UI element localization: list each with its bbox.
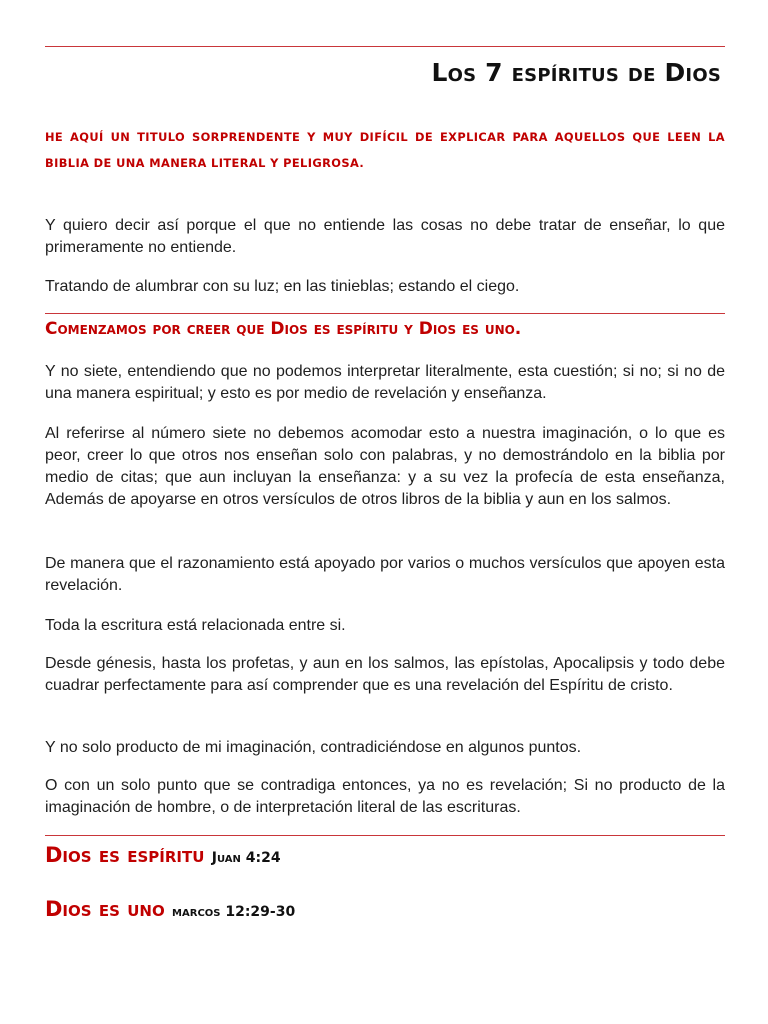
section-rule [45,313,725,314]
section-paragraph-5: Desde génesis, hasta los profetas, y aun en los salmos, las epístolas, Apocalipsis y todo debe cuadrar perfectamente para así comprender que es una revelación del Espíritu de cristo. [45,655,725,694]
heading-god-is-spirit [45,843,281,867]
section-paragraph-4: Toda la escritura está relacionada entre si. [45,617,346,634]
section-paragraph-1: Y no siete, entendiendo que no podemos interpretar literalmente, esta cuestión; si no; si no de una manera espiritual; y esto es por medio de revelación y enseñanza. [45,363,725,402]
subtitle: HE AQUÍ UN TITULO SORPRENDENTE Y MUY DIFÍCIL DE EXPLICAR PARA AQUELLOS QUE LEEN LA BIBLIA DE UNA MANERA LITERAL Y PELIGROSA. [45,130,725,170]
top-rule [45,46,725,47]
section-paragraph-2: Al referirse al número siete no debemos acomodar esto a nuestra imaginación, o lo que es peor, creer lo que otros nos enseñan solo con palabras, y no demostrándolo en la biblia por medio de citas; que aun incluyan la enseñanza: y a su vez la profecía de esta enseñanza, Además de apoyarse en otros versículos de otros libros de la biblia y aun en los salmos. [45,425,725,508]
page-title: Los 7 espíritus de Dios [431,58,721,87]
reference-marcos: marcos 12:29-30 [172,904,296,920]
section-paragraph-7: O con un solo punto que se contradiga entonces, ya no es revelación; Si no producto de la imaginación de hombre, o de interpretación literal de las escrituras. [45,777,725,816]
bottom-rule [45,835,725,836]
section-paragraph-3: De manera que el razonamiento está apoyado por varios o muchos versículos que apoyen esta revelación. [45,555,725,594]
section-heading: Comenzamos por creer que Dios es espíritu y Dios es uno. [45,319,522,339]
heading-god-is-one [45,897,295,921]
heading-god-is-spirit-text: Dios es espíritu [45,843,205,867]
intro-paragraph-2: Tratando de alumbrar con su luz; en las tinieblas; estando el ciego. [45,278,520,295]
heading-god-is-one-text: Dios es uno [45,897,165,921]
section-paragraph-6: Y no solo producto de mi imaginación, contradiciéndose en algunos puntos. [45,739,582,756]
reference-juan: Juan 4:24 [211,850,281,866]
intro-paragraph-1: Y quiero decir así porque el que no entiende las cosas no debe tratar de enseñar, lo que primeramente no entiende. [45,217,725,256]
